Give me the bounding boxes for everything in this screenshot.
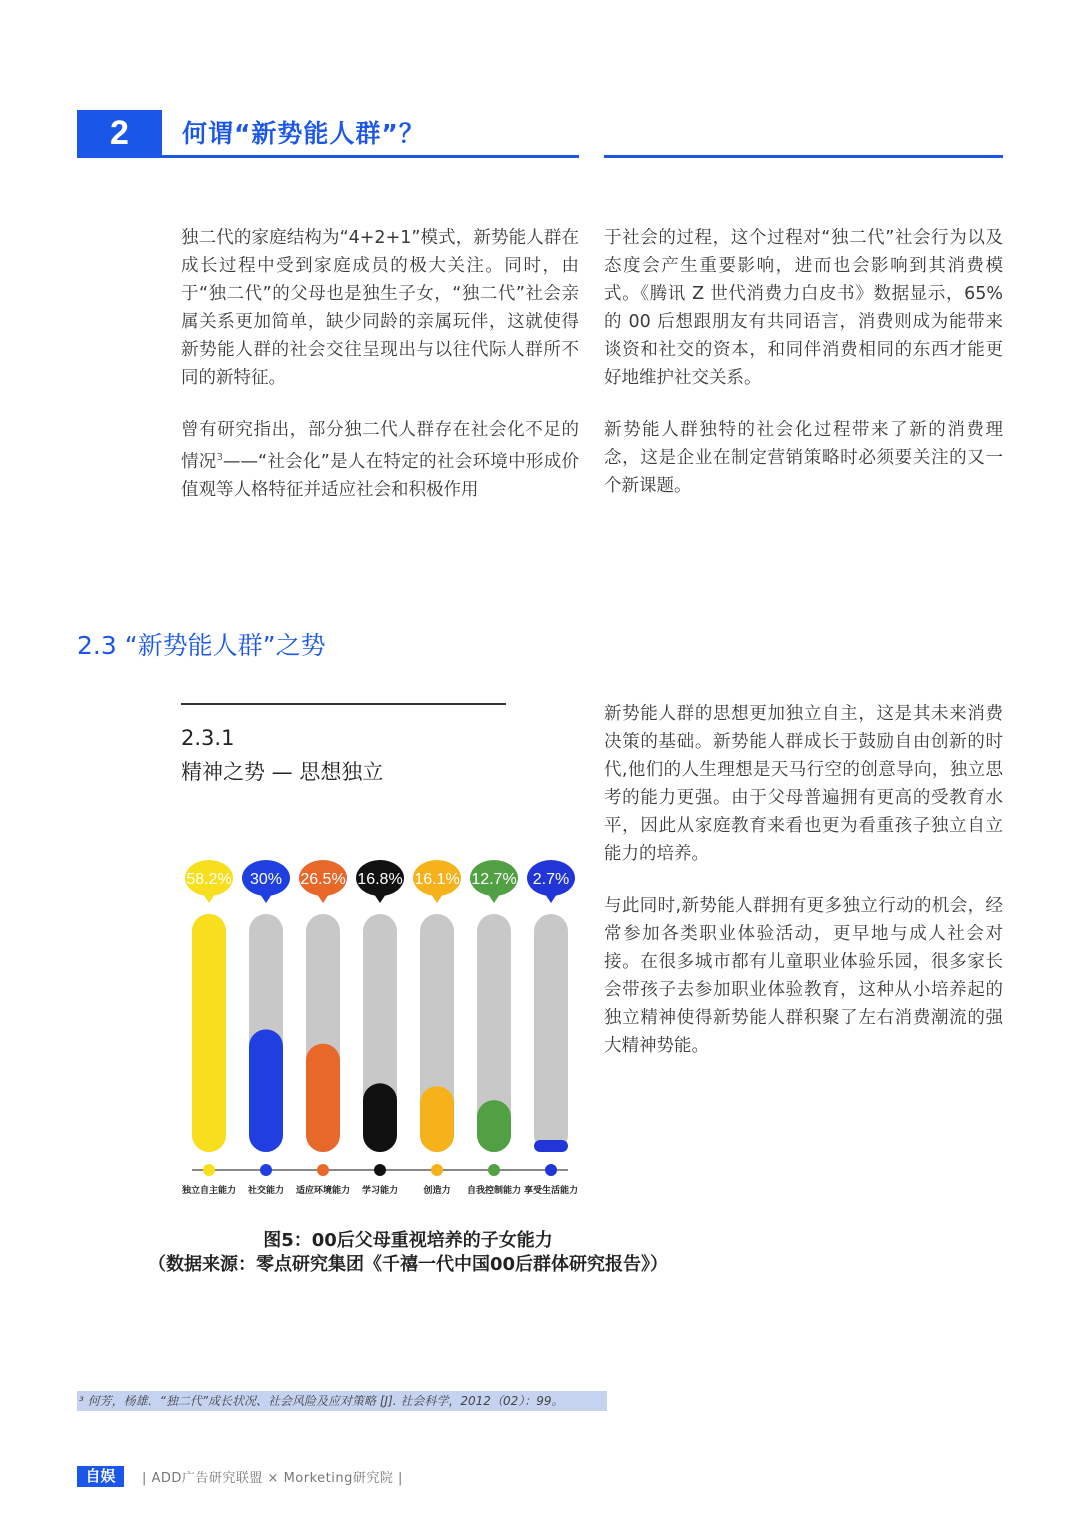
footnote-marker: 3: [216, 452, 223, 463]
section-paragraph-2: 与此同时,新势能人群拥有更多独立行动的机会，经常参加各类职业体验活动，更早地与成人社会对接。在很多城市都有儿童职业体验乐园，很多家长会带孩子去参加职业体验教育，这种从小培养起的独立精神使得新势能人群积聚了左右消费潮流的强大精神势能。: [604, 896, 1003, 1056]
chart-svg: [170, 850, 590, 1210]
bar: [249, 1029, 283, 1152]
category-dot: [317, 1164, 329, 1176]
value-bubble: [185, 860, 233, 903]
value-label: 12.7%: [471, 871, 517, 888]
category-dot: [488, 1164, 500, 1176]
value-bubble: [527, 860, 575, 903]
value-bubble: [356, 860, 404, 903]
category-dot: [431, 1164, 443, 1176]
ability-bar-chart: [170, 850, 590, 1210]
bar: [306, 1044, 340, 1152]
footer-text: | ADD广告研究联盟 × Morketing研究院 |: [142, 1471, 403, 1486]
chapter-title: 何谓“新势能人群”？: [182, 119, 425, 148]
value-bubble: [470, 860, 518, 903]
category-label: 创造力: [423, 1186, 451, 1196]
value-label: 16.8%: [357, 871, 403, 888]
category-dot: [260, 1164, 272, 1176]
header-rule-left: [77, 155, 579, 158]
subsection-title: 精神之势 — 思想独立: [181, 760, 384, 784]
intro-paragraph-4: 新势能人群独特的社会化过程带来了新的消费理念，这是企业在制定营销策略时必须要关注的又一个新课题。: [604, 420, 1003, 496]
value-bubble-pointer: [203, 894, 215, 903]
value-bubble-pointer: [431, 894, 443, 903]
figure-caption: 图5：00后父母重视培养的子女能力: [263, 1230, 553, 1251]
bar-track: [534, 914, 568, 1152]
figure-source: （数据来源：零点研究集团《千禧一代中国00后群体研究报告》）: [147, 1254, 669, 1275]
intro-p2-text-b: ——“社会化”是人在特定的社会环境中形成价值观等人格特征并适应社会和积极作用: [181, 451, 580, 500]
value-bubble-pointer: [545, 894, 557, 903]
category-label: 适应环境能力: [295, 1186, 351, 1196]
section-title: 2.3 “新势能人群”之势: [77, 631, 326, 660]
category-dot: [545, 1164, 557, 1176]
bar: [477, 1100, 511, 1152]
category-label: 享受生活能力: [523, 1186, 579, 1196]
value-bubble-pointer: [317, 894, 329, 903]
intro-paragraph-3: 于社会的过程，这个过程对“独二代”社会行为以及态度会产生重要影响，进而也会影响到其消费模式。《腾讯 Z 世代消费力白皮书》数据显示，65% 的 00 后想跟朋友有共同语言，消费则成为能带来谈资和社交的资本，和同伴消费相同的东西才能更好地维护社交关系。: [604, 228, 1003, 388]
category-label: 学习能力: [361, 1186, 399, 1196]
footnote: ³ 何芳，杨雄．“独二代”成长状况、社会风险及应对策略 [J]. 社会科学，2012（02）：99。: [77, 1391, 607, 1411]
value-bubble: [299, 860, 347, 903]
intro-p2-text-a: 曾有研究指出，部分独二代人群存在社会化不足的情况: [181, 420, 579, 472]
bar: [192, 914, 226, 1152]
category-label: 独立自主能力: [181, 1186, 237, 1196]
bar: [534, 1140, 568, 1152]
value-label: 26.5%: [300, 871, 346, 888]
value-bubble: [413, 860, 461, 903]
bar: [420, 1086, 454, 1152]
subsection-number: 2.3.1: [181, 726, 235, 750]
value-label: 16.1%: [414, 871, 460, 888]
value-bubble: [242, 860, 290, 903]
value-label: 30%: [249, 871, 283, 888]
value-bubble-pointer: [374, 894, 386, 903]
intro-paragraph-1: 独二代的家庭结构为“4+2+1”模式，新势能人群在成长过程中受到家庭成员的极大关注。同时，由于“独二代”的父母也是独生子女，“独二代”社会亲属关系更加简单，缺少同龄的亲属玩伴，这就使得新势能人群的社会交往呈现出与以往代际人群所不同的新特征。: [181, 228, 579, 388]
value-label: 2.7%: [532, 871, 570, 888]
bar: [363, 1083, 397, 1152]
category-dot: [374, 1164, 386, 1176]
section-paragraph-1: 新势能人群的思想更加独立自主，这是其未来消费决策的基础。新势能人群成长于鼓励自由创新的时代,他们的人生理想是天马行空的创意导向，独立思考的能力更强。由于父母普遍拥有更高的受教育水平，因此从家庭教育来看也更为看重孩子独立自立能力的培养。: [604, 704, 1003, 864]
intro-paragraph-2: [181, 416, 579, 504]
value-bubble-pointer: [488, 894, 500, 903]
header-rule-right: [604, 155, 1003, 158]
subsection-rule: [181, 703, 506, 705]
category-dot: [203, 1164, 215, 1176]
value-bubble-pointer: [260, 894, 272, 903]
value-label: 58.2%: [186, 871, 232, 888]
category-label: 社交能力: [247, 1186, 285, 1196]
chapter-number-badge: 2: [77, 110, 162, 157]
category-label: 自我控制能力: [466, 1186, 522, 1196]
footer-badge: 自娱: [77, 1466, 124, 1487]
